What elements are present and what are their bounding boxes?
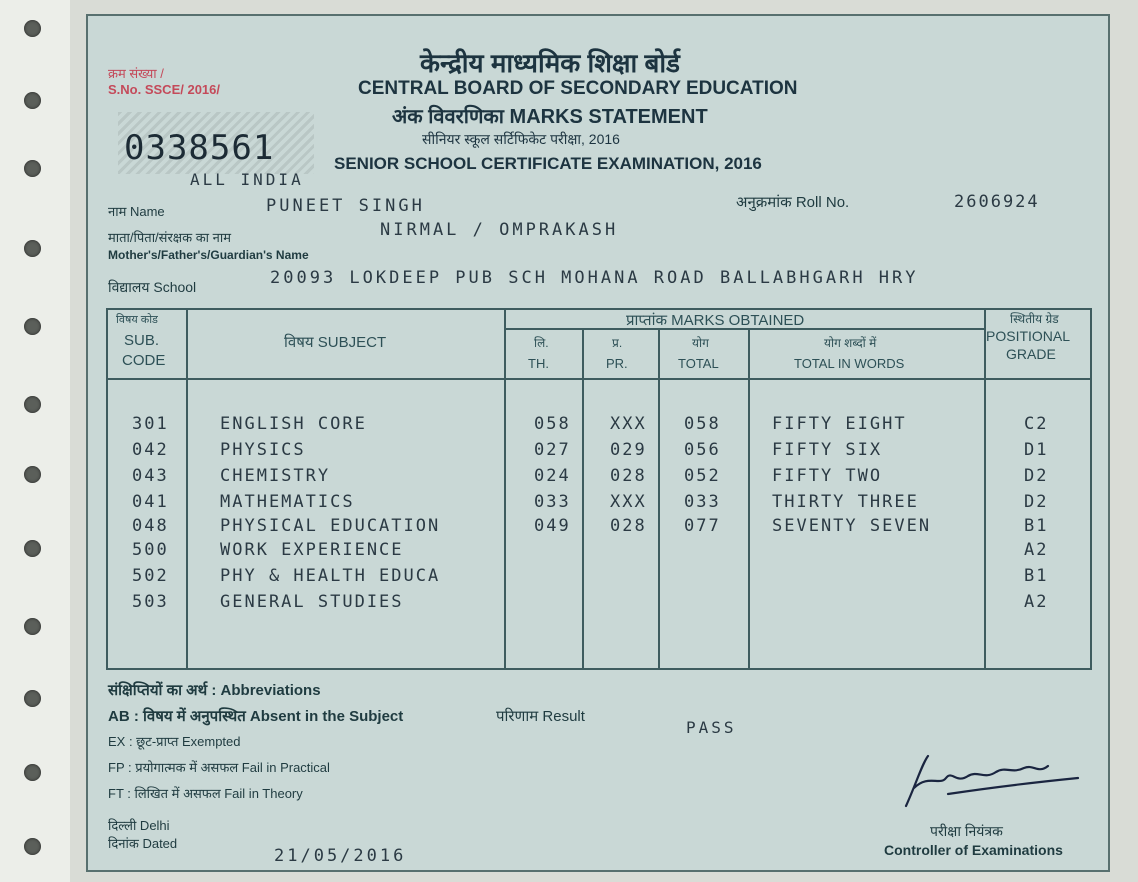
row-subject: ENGLISH CORE <box>220 414 367 434</box>
row-code: 301 <box>132 414 169 434</box>
table-row <box>88 516 1112 542</box>
header-total: TOTAL <box>678 356 719 371</box>
punch-hole-icon <box>24 240 41 257</box>
parent-label-hindi: माता/पिता/संरक्षक का नाम <box>108 230 232 245</box>
table-row <box>88 592 1112 618</box>
row-code: 502 <box>132 566 169 586</box>
header-th-hindi: लि. <box>534 336 549 350</box>
row-total: 077 <box>684 516 721 536</box>
row-code: 042 <box>132 440 169 460</box>
punched-paper-edge <box>0 0 70 882</box>
row-words: FIFTY SIX <box>772 440 883 460</box>
row-subject: PHYSICS <box>220 440 306 460</box>
row-th: 027 <box>534 440 571 460</box>
controller-title: Controller of Examinations <box>884 842 1063 858</box>
punch-hole-icon <box>24 540 41 557</box>
table-row <box>88 414 1112 440</box>
row-pr: XXX <box>610 492 647 512</box>
row-pr: 028 <box>610 466 647 486</box>
abbr-ft: FT : लिखित में असफल Fail in Theory <box>108 786 303 801</box>
row-words: SEVENTY SEVEN <box>772 516 932 536</box>
issue-date: 21/05/2016 <box>274 846 407 866</box>
exam-title-hindi: सीनियर स्कूल सर्टिफिकेट परीक्षा, 2016 <box>422 131 620 147</box>
row-subject: PHY & HEALTH EDUCA <box>220 566 441 586</box>
punch-hole-icon <box>24 396 41 413</box>
row-total: 033 <box>684 492 721 512</box>
punch-hole-icon <box>24 618 41 635</box>
header-words-hindi: योग शब्दों में <box>824 336 877 350</box>
marks-statement <box>86 14 1110 872</box>
header-subcode-2: CODE <box>122 352 166 369</box>
row-grade: A2 <box>1024 592 1049 612</box>
row-code: 041 <box>132 492 169 512</box>
row-words: THIRTY THREE <box>772 492 919 512</box>
header-marks-obtained: प्राप्तांक MARKS OBTAINED <box>626 312 805 329</box>
table-row <box>88 566 1112 592</box>
header-grade-2: GRADE <box>1006 346 1056 362</box>
abbr-ex: EX : छूट-प्राप्त Exempted <box>108 734 241 749</box>
region: ALL INDIA <box>190 170 304 189</box>
controller-title-hindi: परीक्षा नियंत्रक <box>930 823 1003 839</box>
header-subject: विषय SUBJECT <box>284 334 387 351</box>
row-subject: PHYSICAL EDUCATION <box>220 516 441 536</box>
header-words: TOTAL IN WORDS <box>794 356 905 371</box>
exam-title-english: SENIOR SCHOOL CERTIFICATE EXAMINATION, 2016 <box>334 154 762 173</box>
parent-names: NIRMAL / OMPRAKASH <box>380 220 619 240</box>
result-value: PASS <box>686 718 737 737</box>
row-th: 024 <box>534 466 571 486</box>
abbreviations-title: संक्षिप्तियों का अर्थ : Abbreviations <box>108 682 321 699</box>
punch-hole-icon <box>24 690 41 707</box>
row-subject: GENERAL STUDIES <box>220 592 404 612</box>
roll-number: 2606924 <box>954 192 1040 212</box>
header-total-hindi: योग <box>692 336 709 350</box>
punch-hole-icon <box>24 838 41 855</box>
board-title-english: CENTRAL BOARD OF SECONDARY EDUCATION <box>358 78 798 99</box>
punch-hole-icon <box>24 92 41 109</box>
table-row <box>88 466 1112 492</box>
row-code: 500 <box>132 540 169 560</box>
school-label: विद्यालय School <box>108 279 197 295</box>
row-th: 058 <box>534 414 571 434</box>
table-header-rule <box>106 378 1092 380</box>
header-th: TH. <box>528 356 549 371</box>
serial-number: 0338561 <box>124 128 275 168</box>
row-grade: B1 <box>1024 566 1049 586</box>
header-subcode-hindi: विषय कोड <box>116 314 158 326</box>
student-name: PUNEET SINGH <box>266 196 425 216</box>
row-grade: B1 <box>1024 516 1049 536</box>
serial-prefix: S.No. SSCE/ 2016/ <box>108 82 220 97</box>
row-pr: 028 <box>610 516 647 536</box>
row-th: 049 <box>534 516 571 536</box>
row-th: 033 <box>534 492 571 512</box>
punch-hole-icon <box>24 160 41 177</box>
row-total: 052 <box>684 466 721 486</box>
table-row <box>88 492 1112 518</box>
row-subject: MATHEMATICS <box>220 492 355 512</box>
row-subject: CHEMISTRY <box>220 466 331 486</box>
dated-label: दिनांक Dated <box>108 836 178 851</box>
name-label: नाम Name <box>108 204 165 219</box>
row-code: 503 <box>132 592 169 612</box>
row-pr: XXX <box>610 414 647 434</box>
parent-label-english: Mother's/Father's/Guardian's Name <box>108 248 309 262</box>
header-subcode-1: SUB. <box>124 332 160 349</box>
header-pr: PR. <box>606 356 628 371</box>
row-pr: 029 <box>610 440 647 460</box>
table-row <box>88 540 1112 566</box>
row-grade: D2 <box>1024 466 1049 486</box>
row-grade: D1 <box>1024 440 1049 460</box>
punch-hole-icon <box>24 20 41 37</box>
place: दिल्ली Delhi <box>108 818 170 833</box>
abbr-fp: FP : प्रयोगात्मक में असफल Fail in Practical <box>108 760 330 775</box>
controller-signature-icon <box>888 744 1088 814</box>
serial-label: क्रम संख्या / <box>108 66 164 81</box>
roll-label: अनुक्रमांक Roll No. <box>736 194 850 211</box>
table-row <box>88 440 1112 466</box>
row-words: FIFTY EIGHT <box>772 414 907 434</box>
header-grade-1: POSITIONAL <box>986 328 1071 344</box>
row-grade: C2 <box>1024 414 1049 434</box>
punch-hole-icon <box>24 764 41 781</box>
result-label: परिणाम Result <box>496 708 585 725</box>
header-grade-hindi: स्थितीय ग्रेड <box>1010 312 1059 326</box>
board-title-hindi: केन्द्रीय माध्यमिक शिक्षा बोर्ड <box>420 48 680 78</box>
statement-title: अंक विवरणिका MARKS STATEMENT <box>392 106 708 128</box>
row-subject: WORK EXPERIENCE <box>220 540 404 560</box>
row-code: 048 <box>132 516 169 536</box>
row-total: 058 <box>684 414 721 434</box>
punch-hole-icon <box>24 318 41 335</box>
header-pr-hindi: प्र. <box>612 336 623 350</box>
punch-hole-icon <box>24 466 41 483</box>
row-code: 043 <box>132 466 169 486</box>
row-grade: D2 <box>1024 492 1049 512</box>
school-name: 20093 LOKDEEP PUB SCH MOHANA ROAD BALLABHGARH HRY <box>270 268 919 288</box>
row-words: FIFTY TWO <box>772 466 883 486</box>
row-grade: A2 <box>1024 540 1049 560</box>
abbr-ab: AB : विषय में अनुपस्थित Absent in the Subject <box>108 708 404 725</box>
row-total: 056 <box>684 440 721 460</box>
